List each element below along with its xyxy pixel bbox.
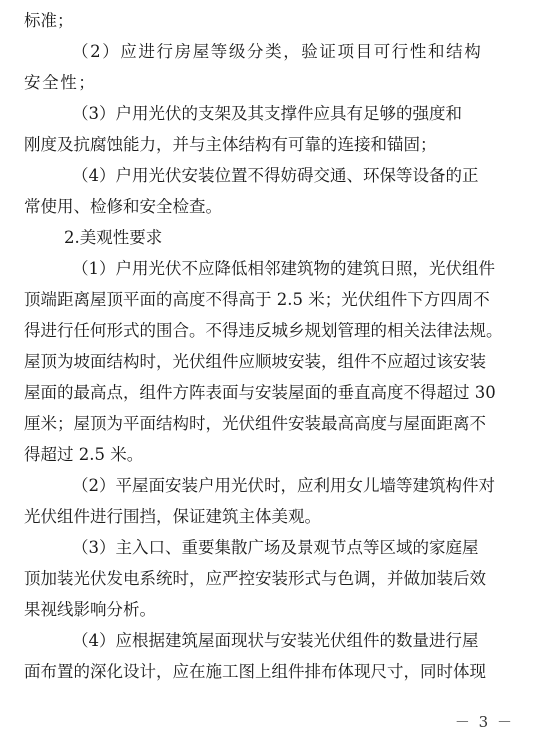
text-line-content: （3）户用光伏的支架及其支撑件应具有足够的强度和 xyxy=(72,104,462,123)
text-line-content: 安全性； xyxy=(24,73,97,92)
text-line xyxy=(0,128,538,162)
text-line-content: （2）平屋面安装户用光伏时，应利用女儿墙等建筑构件对 xyxy=(72,476,495,495)
text-line xyxy=(0,283,538,317)
text-line-content: （4）应根据建筑屋面现状与安装光伏组件的数量进行屋 xyxy=(72,631,479,650)
text-line xyxy=(0,314,538,348)
text-line-content: 果视线影响分析。 xyxy=(24,600,156,619)
text-line-content: 屋面的最高点，组件方阵表面与安装屋面的垂直高度不得超过 30 xyxy=(24,383,496,402)
text-line xyxy=(0,531,538,565)
text-line-content: （4）户用光伏安装位置不得妨碍交通、环保等设备的正 xyxy=(72,166,479,185)
text-line xyxy=(0,624,538,658)
text-line-content: 厘米；屋顶为平面结构时，光伏组件安装最高高度与屋面距离不 xyxy=(24,414,486,433)
text-line xyxy=(0,345,538,379)
page-number: － 3 － xyxy=(454,713,514,731)
text-line xyxy=(0,35,538,69)
text-line xyxy=(0,438,538,472)
text-line xyxy=(0,252,538,286)
text-line xyxy=(0,4,538,38)
text-line-content: 屋顶为坡面结构时，光伏组件应顺坡安装，组件不应超过该安装 xyxy=(24,352,486,371)
text-line xyxy=(0,655,538,689)
text-line-content: 常使用、检修和安全检查。 xyxy=(24,197,222,216)
text-line-content: 顶加装光伏发电系统时，应严控安装形式与色调，并做加装后效 xyxy=(24,569,486,588)
text-line-content: 面布置的深化设计，应在施工图上组件排布体现尺寸，同时体现 xyxy=(24,662,486,681)
text-line-content: （2）应进行房屋等级分类，验证项目可行性和结构 xyxy=(72,42,483,61)
text-line xyxy=(0,97,538,131)
text-line-content: 标准； xyxy=(24,11,74,30)
text-line xyxy=(0,593,538,627)
text-line-content: 得超过 2.5 米。 xyxy=(24,445,144,464)
text-line xyxy=(0,562,538,596)
text-line xyxy=(0,376,538,410)
text-line xyxy=(0,469,538,503)
text-line xyxy=(0,500,538,534)
section-heading xyxy=(0,221,538,255)
text-line-content: （1）户用光伏不应降低相邻建筑物的建筑日照，光伏组件 xyxy=(72,259,495,278)
section-heading-text: 2.美观性要求 xyxy=(64,228,163,247)
text-line-content: 顶端距离屋顶平面的高度不得高于 2.5 米；光伏组件下方四周不 xyxy=(24,290,490,309)
text-line xyxy=(0,190,538,224)
text-line xyxy=(0,159,538,193)
text-line-content: 刚度及抗腐蚀能力，并与主体结构有可靠的连接和锚固； xyxy=(24,135,437,154)
text-line-content: 光伏组件进行围挡，保证建筑主体美观。 xyxy=(24,507,321,526)
text-line xyxy=(0,407,538,441)
text-line xyxy=(0,66,538,100)
text-line-content: 得进行任何形式的围合。不得违反城乡规划管理的相关法律法规。 xyxy=(24,321,503,340)
text-line-content: （3）主入口、重要集散广场及景观节点等区域的家庭屋 xyxy=(72,538,479,557)
